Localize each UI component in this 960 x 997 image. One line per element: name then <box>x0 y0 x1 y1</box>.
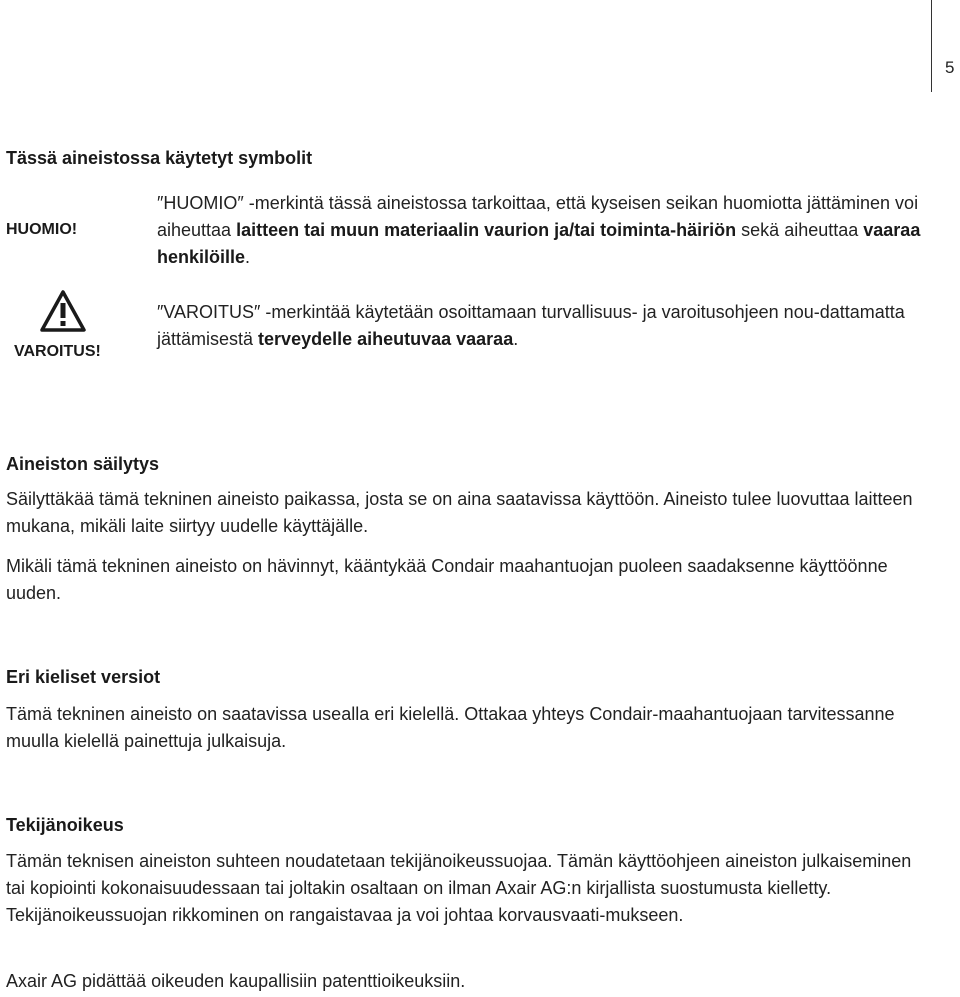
vertical-rule <box>931 0 932 92</box>
copyright-heading: Tekijänoikeus <box>6 815 124 835</box>
storage-paragraph-1: Säilyttäkää tämä tekninen aineisto paikassa, josta se on aina saatavissa käyttöön. Aineisto tulee luovuttaa laitteen mukana, mikäli laite siirtyy uudelle käyttäjälle. <box>6 489 913 536</box>
symbols-heading: Tässä aineistossa käytetyt symbolit <box>6 148 313 168</box>
page-number: 5 <box>945 58 955 77</box>
huomio-text <box>157 190 932 271</box>
storage-paragraph-2: Mikäli tämä tekninen aineisto on hävinnyt, kääntykää Condair maahantuojan puoleen saadaksenne käyttöönne uuden. <box>6 556 888 603</box>
warning-triangle-icon <box>40 290 86 332</box>
varoitus-text-bold-1: terveydelle aiheutuvaa vaaraa <box>258 329 514 349</box>
storage-heading: Aineiston säilytys <box>6 454 160 474</box>
huomio-text-part-2: sekä aiheuttaa <box>736 220 864 240</box>
varoitus-text-part-2: . <box>513 329 519 349</box>
huomio-label: HUOMIO! <box>6 221 78 238</box>
huomio-text-bold-2: vaaraa henkilöille <box>157 220 921 267</box>
languages-paragraph-1: Tämä tekninen aineisto on saatavissa usealla eri kielellä. Ottakaa yhteys Condair-maahantuojaan tarvitessanne muulla kielellä painettuja julkaisuja. <box>6 704 895 751</box>
copyright-paragraph-2: Axair AG pidättää oikeuden kaupallisiin patenttioikeuksiin. <box>6 971 466 991</box>
languages-heading: Eri kieliset versiot <box>6 667 161 687</box>
varoitus-text-part-1: ″VAROITUS″ -merkintää käytetään osoittamaan turvallisuus- ja varoitusohjeen nou-dattamatta jättämisestä <box>157 302 905 349</box>
huomio-text-bold-1: laitteen tai muun materiaalin vaurion ja/tai toiminta-häiriön <box>236 220 737 240</box>
huomio-text-part-3: . <box>245 247 251 267</box>
varoitus-label: VAROITUS! <box>14 343 101 360</box>
copyright-paragraph-1: Tämän teknisen aineiston suhteen noudatetaan tekijänoikeussuojaa. Tämän käyttöohjeen aineiston julkaiseminen tai kopiointi kokonaisuudessaan tai joltakin osaltaan on ilman Axair AG:n kirjallista suostumusta kielletty. Tekijänoikeussuojan rikkominen on rangaistavaa ja voi johtaa korvausvaati-mukseen. <box>6 851 912 925</box>
varoitus-text <box>157 299 932 353</box>
huomio-text-part-1: ″HUOMIO″ -merkintä tässä aineistossa tarkoittaa, että kyseisen seikan huomiotta jättäminen voi aiheuttaa <box>157 193 919 240</box>
